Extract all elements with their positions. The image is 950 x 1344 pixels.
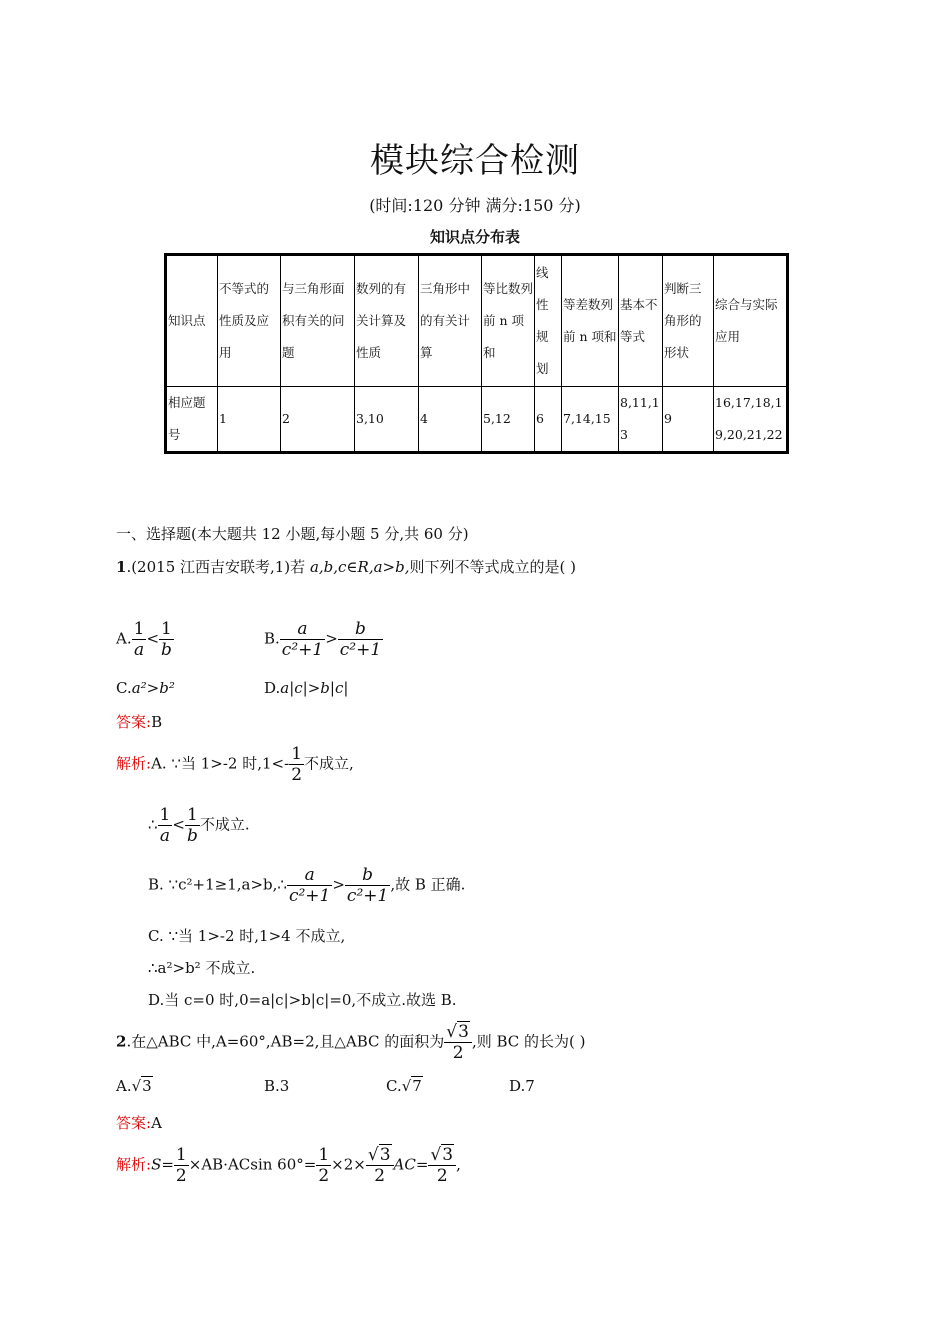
option-a: A.√3	[116, 1077, 152, 1095]
knowledge-table	[164, 253, 789, 454]
question-condition: a,b,c∈R,a>b,	[309, 558, 410, 576]
denominator: a	[159, 826, 171, 846]
analysis-text: ×AB·ACsin 60°=	[188, 1155, 317, 1174]
analysis-line	[116, 744, 354, 785]
fraction	[174, 1145, 189, 1186]
denominator: c²+1	[281, 640, 324, 660]
question-text: ,则 BC 的长为( )	[471, 1032, 586, 1051]
table-cell: 基本不等式	[619, 255, 663, 387]
table-cell: 线性规划	[535, 255, 562, 387]
fraction	[345, 865, 390, 906]
denominator: 2	[291, 765, 303, 785]
numerator: b	[362, 865, 374, 885]
denominator: 2	[428, 1165, 456, 1186]
denominator: b	[186, 826, 198, 846]
numerator: b	[355, 619, 366, 639]
option-label: C.	[116, 679, 132, 697]
option-label: A.	[116, 1077, 132, 1095]
table-row	[166, 255, 788, 387]
table-row	[166, 387, 788, 453]
numerator: 1	[159, 805, 171, 825]
analysis-text: ,故 B 正确.	[390, 875, 466, 894]
answer-label: 答案:	[116, 713, 152, 731]
option-a: A. $\frac{1}{a}$ < $\frac{1}{b}$	[116, 619, 172, 660]
question-tail: 则下列不等式成立的是( )	[409, 558, 576, 576]
option-label: B.	[264, 629, 280, 648]
analysis-text: S=	[151, 1155, 174, 1174]
option-d	[264, 679, 348, 697]
answer-value: A	[151, 1114, 162, 1132]
fraction: $\frac{√3}{2}$	[366, 1145, 394, 1186]
analysis-text: A. ∵当 1>-2 时,1<-	[151, 754, 290, 773]
section-title: 一、选择题	[116, 525, 192, 543]
table-cell: 三角形中的有关计算	[419, 255, 482, 387]
analysis-label: 解析:	[116, 1155, 152, 1174]
analysis-line: ∴a²>b² 不成立.	[148, 959, 256, 977]
question-number: 1	[116, 558, 127, 576]
analysis-text: AC=	[393, 1155, 429, 1174]
fraction: $\frac{√3}{2}$	[428, 1145, 456, 1186]
table-caption: 知识点分布表	[429, 228, 520, 246]
numerator: 1	[175, 1145, 187, 1165]
table-cell: 9	[663, 387, 714, 453]
exam-info: (时间:120 分钟 满分:150 分)	[369, 196, 581, 215]
numerator: a	[304, 865, 315, 885]
denominator: 2	[366, 1165, 394, 1186]
fraction	[338, 619, 383, 660]
option-c	[116, 679, 175, 697]
answer-line	[116, 1112, 162, 1133]
analysis-line: C. ∵当 1>-2 时,1>4 不成立,	[148, 927, 346, 945]
analysis-text: ,	[456, 1155, 461, 1174]
option-label: A.	[116, 629, 132, 648]
denominator: a	[133, 640, 145, 660]
numerator: 1	[291, 744, 303, 764]
analysis-line	[116, 1145, 461, 1186]
denominator: c²+1	[346, 886, 389, 906]
analysis-line: B. ∵c²+1≥1,a>b,∴ $\frac{a}{\text{c²+1}}$ > $\frac{b}{\text{c²+1}}$ ,故 B 正确.	[148, 865, 466, 906]
analysis-text: ∴	[148, 815, 158, 834]
analysis-text: 不成立.	[199, 815, 250, 834]
table-cell: 判断三角形的形状	[663, 255, 714, 387]
denominator: 2	[318, 1166, 330, 1186]
option-text: a|c|>b|c|	[280, 679, 349, 697]
page-title: 模块综合检测	[370, 141, 580, 181]
answer-value: B	[151, 713, 163, 731]
fraction	[316, 1145, 331, 1186]
fraction: $\frac{√3}{2}$	[444, 1022, 472, 1063]
question-text: .在△ABC 中,A=60°,AB=2,且△ABC 的面积为	[126, 1032, 445, 1051]
option-label: D.	[264, 679, 281, 697]
section-heading	[116, 523, 469, 544]
table-cell: 1	[218, 387, 281, 453]
numerator: 1	[318, 1145, 330, 1165]
table-cell: 等差数列前 n 项和	[562, 255, 619, 387]
table-cell: 5,12	[482, 387, 535, 453]
table-cell: 不等式的性质及应用	[218, 255, 281, 387]
option-text: 7	[412, 1077, 422, 1095]
denominator: 2	[175, 1166, 187, 1186]
table-cell: 4	[419, 387, 482, 453]
option-text: 3	[142, 1077, 152, 1095]
question-1-stem	[116, 556, 576, 577]
table-cell: 等比数列前 n 项和	[482, 255, 535, 387]
denominator: c²+1	[288, 886, 331, 906]
table-cell: 数列的有关计算及性质	[355, 255, 419, 387]
table-cell: 综合与实际应用	[714, 255, 788, 387]
table-cell: 7,14,15	[562, 387, 619, 453]
fraction	[289, 744, 304, 785]
table-cell: 知识点	[166, 255, 218, 387]
numerator: 1	[161, 619, 172, 639]
option-b: B.3	[264, 1077, 290, 1095]
denominator: c²+1	[339, 640, 382, 660]
numerator: a	[297, 619, 308, 639]
answer-label: 答案:	[116, 1114, 152, 1132]
denominator: b	[161, 640, 172, 660]
option-c: C.√7	[386, 1077, 422, 1095]
question-source: .(2015 江西吉安联考,1)若	[126, 558, 310, 576]
numerator: 3	[442, 1145, 454, 1165]
denominator: 2	[444, 1042, 472, 1063]
section-description: (本大题共 12 小题,每小题 5 分,共 60 分)	[191, 525, 469, 543]
fraction	[158, 805, 173, 846]
table-cell: 与三角形面积有关的问题	[281, 255, 355, 387]
numerator: 3	[379, 1145, 391, 1165]
analysis-text: 不成立,	[304, 754, 354, 773]
numerator: 1	[133, 619, 145, 639]
analysis-line: D.当 c=0 时,0=a|c|>b|c|=0,不成立.故选 B.	[148, 991, 457, 1009]
table-cell: 8,11,13	[619, 387, 663, 453]
table-cell: 相应题号	[166, 387, 218, 453]
answer-line	[116, 711, 162, 732]
fraction	[280, 619, 325, 660]
fraction	[287, 865, 332, 906]
question-number: 2	[116, 1032, 127, 1051]
table-cell: 2	[281, 387, 355, 453]
question-2-stem	[116, 1022, 586, 1063]
analysis-line: ∴ $\frac{1}{a}$ < $\frac{1}{b}$ 不成立.	[148, 805, 250, 846]
numerator: 3	[458, 1022, 469, 1042]
option-label: C.	[386, 1077, 402, 1095]
table-cell: 16,17,18,19,20,21,22	[714, 387, 788, 453]
fraction	[185, 805, 200, 846]
analysis-text: ×2×	[331, 1155, 366, 1174]
analysis-text: B. ∵c²+1≥1,a>b,∴	[148, 875, 287, 894]
fraction	[159, 619, 174, 660]
analysis-label: 解析:	[116, 754, 152, 773]
fraction	[132, 619, 147, 660]
numerator: 1	[186, 805, 198, 825]
table-cell: 3,10	[355, 387, 419, 453]
option-b: B. $\frac{a}{\text{c²+1}}$ > $\frac{b}{\text{c²+1}}$	[264, 619, 382, 660]
table-cell: 6	[535, 387, 562, 453]
option-d: D.7	[509, 1077, 535, 1095]
option-text: a²>b²	[131, 679, 175, 697]
